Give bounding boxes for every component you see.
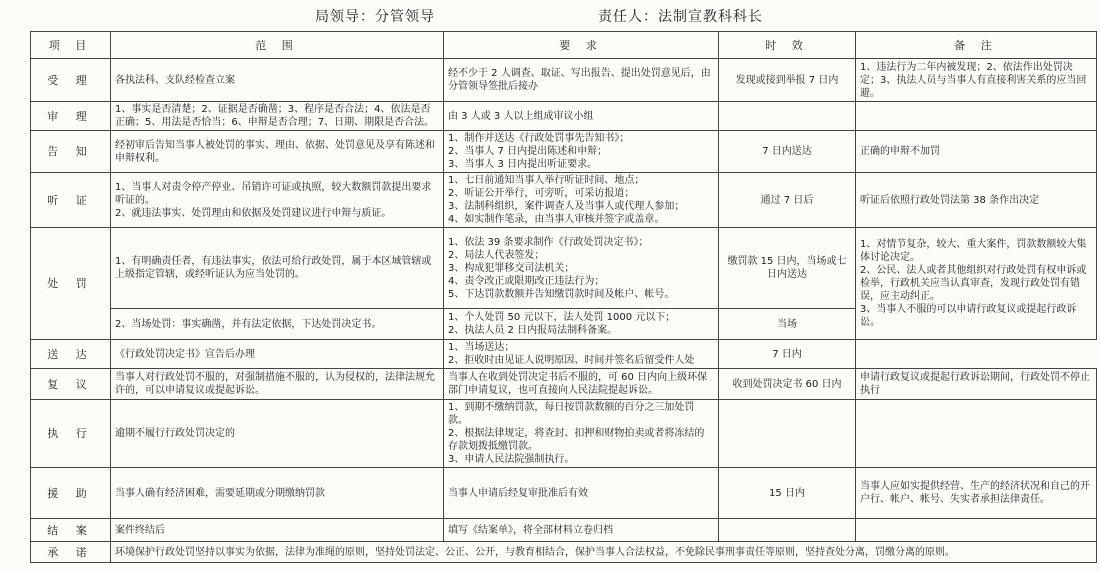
requirement-line: 2、执法人员 2 日内报局法制科备案。 xyxy=(448,325,618,336)
time-cell: 15 日内 xyxy=(719,468,856,519)
row-name: 复 议 xyxy=(31,369,111,400)
requirement-cell: 经不少于 2 人调查、取证、写出报告、提出处罚意见后，由分管领导签批后接办 xyxy=(444,59,719,102)
time-cell: 当场 xyxy=(719,309,856,340)
scope-cell: 2、当场处罚：事实确凿，并有法定依据，下达处罚决定书。 xyxy=(111,309,444,340)
col-header-scope: 范 围 xyxy=(111,32,444,59)
promise-cell: 环境保护行政处罚坚持以事实为依据，法律为准绳的原则，坚持处罚法定、公正、公开，与教育相结合，保护当事人合法权益，不免除民事刑事责任等原则，坚持查处分离，罚缴分离的原则。 xyxy=(111,542,1097,563)
scope-cell xyxy=(111,173,444,228)
remarks-line: 2、公民、法人或者其他组织对行政处罚有权申诉或检举，行政机关应当认真审查，发现行政处罚有错误，应主动纠正。 xyxy=(860,265,1087,302)
row-name: 听 证 xyxy=(31,173,111,228)
requirement-cell xyxy=(444,340,719,369)
row-name: 结 案 xyxy=(31,519,111,542)
time-cell: 缴罚款 15 日内，当场或七日内送达 xyxy=(719,228,856,309)
table-row xyxy=(31,228,1097,309)
row-name: 受 理 xyxy=(31,59,111,102)
requirement-line: 4、如实制作笔录，由当事人审核并签字或盖章。 xyxy=(448,214,665,225)
scope-cell: 1、有明确责任者，有违法事实，依法可给行政处罚，属于本区域管辖或上级指定管辖，或经听证认为应当处罚的。 xyxy=(111,228,444,309)
requirement-cell xyxy=(444,131,719,173)
remarks-cell xyxy=(856,228,1097,340)
remarks-line: 3、当事人不服的可以申请行政复议或提起行政诉讼。 xyxy=(860,304,1077,328)
requirement-line: 2、拒收时由见证人说明原因、时间并签名后留受件人处 xyxy=(448,355,695,366)
scope-cell: 当事人确有经济困难，需要延期或分期缴纳罚款 xyxy=(111,468,444,519)
requirement-line: 3、当事人 3 日内提出听证要求。 xyxy=(448,159,598,170)
remarks-cell: 正确的申辩不加罚 xyxy=(856,131,1097,173)
procedure-table xyxy=(30,31,1097,563)
scope-cell: 当事人对行政处罚不服的，对强制措施不服的，认为侵权的，法律法规允许的，可以申请复议或提起诉讼。 xyxy=(111,369,444,400)
row-name: 执 行 xyxy=(31,400,111,468)
scope-cell: 逾期不履行行政处罚决定的 xyxy=(111,400,444,468)
requirement-line: 2、当事人 7 日内提出陈述和申辩； xyxy=(448,146,608,157)
requirement-line: 2、听证公开举行，可旁听，可采访报道； xyxy=(448,188,635,199)
requirement-cell: 当事人在收到处罚决定书后不服的，可 60 日内向上级环保部门申请复议，也可直接向人民法院提起诉讼。 xyxy=(444,369,719,400)
requirement-cell xyxy=(444,309,719,340)
owner-label: 责任人：法制宣教科科长 xyxy=(598,9,763,25)
remarks-cell xyxy=(856,400,1097,468)
requirement-cell xyxy=(444,228,719,309)
leader-label: 局领导：分管领导 xyxy=(315,9,435,25)
time-cell: 通过 7 日后 xyxy=(719,173,856,228)
requirement-line: 1、到期不缴纳罚款，每日按罚款数额的百分之三加处罚款。 xyxy=(448,402,695,426)
requirement-line: 5、下达罚款数额并告知缴罚款时间及帐户、帐号。 xyxy=(448,288,675,300)
requirement-line: 4、责令改正或限期改正违法行为； xyxy=(448,275,605,287)
scope-cell: 各执法科、支队经检查立案 xyxy=(111,59,444,102)
scope-cell: 1、事实是否清楚；2、证据是否确凿；3、程序是否合法；4、依法是否正确；5、用法是否恰当；6、申辩是否合理；7、日期、期限是否合法。 xyxy=(111,102,444,131)
scope-cell: 《行政处罚决定书》宣告后办理 xyxy=(111,340,444,369)
time-cell: 收到处罚决定书 60 日内 xyxy=(719,369,856,400)
requirement-line: 1、七日前通知当事人举行听证时间、地点； xyxy=(448,175,645,186)
time-cell xyxy=(719,519,856,542)
time-cell: 7 日内 xyxy=(719,340,856,369)
page-header xyxy=(0,4,1100,30)
time-cell: 7 日内送达 xyxy=(719,131,856,173)
requirement-line: 2、根据法律规定，将查封、扣押和财物拍卖或者将冻结的存款划拨抵缴罚款。 xyxy=(448,428,705,452)
col-header-item: 项 目 xyxy=(31,32,111,59)
col-header-requirement: 要 求 xyxy=(444,32,719,59)
requirement-cell xyxy=(444,173,719,228)
requirement-cell: 当事人申请后经复审批准后有效 xyxy=(444,468,719,519)
requirement-line: 1、当场送达； xyxy=(448,342,515,353)
requirement-line: 3、法制科组织，案件调查人及当事人或代理人参加； xyxy=(448,201,685,212)
scope-cell: 案件终结后 xyxy=(111,519,444,542)
requirement-line: 1、依法 39 条要求制作《行政处罚决定书》； xyxy=(448,236,649,248)
requirement-line: 2、局法人代表签发； xyxy=(448,249,545,261)
remarks-cell: 申请行政复议或提起行政诉讼期间，行政处罚不停止执行 xyxy=(856,369,1097,400)
remarks-cell: 1、违法行为二年内被发现；2、依法作出处罚决定；3、执法人员与当事人有直接利害关系的应当回避。 xyxy=(856,59,1097,102)
requirement-cell: 由 3 人或 3 人以上组成审议小组 xyxy=(444,102,719,131)
table-row xyxy=(31,400,1097,468)
table-row xyxy=(31,59,1097,102)
scope-line: 1、当事人对责令停产停业、吊销许可证或执照，较大数额罚款提出要求听证的。 xyxy=(115,181,432,206)
col-header-time-limit: 时 效 xyxy=(719,32,856,59)
table-row xyxy=(31,173,1097,228)
remarks-cell xyxy=(856,519,1097,542)
requirement-line: 3、构成犯罪移交司法机关； xyxy=(448,262,575,274)
table-row xyxy=(31,468,1097,519)
table-row xyxy=(31,369,1097,400)
col-header-remarks: 备 注 xyxy=(856,32,1097,59)
row-name: 审 理 xyxy=(31,102,111,131)
table-row xyxy=(31,102,1097,131)
table-row xyxy=(31,340,1097,369)
requirement-line: 1、制作并送达《行政处罚事先告知书》； xyxy=(448,133,630,144)
row-name: 告 知 xyxy=(31,131,111,173)
time-cell xyxy=(719,400,856,468)
remarks-line: 1、对情节复杂，较大、重大案件，罚款数额较大集体讨论决定。 xyxy=(860,239,1087,263)
table-row xyxy=(31,519,1097,542)
remarks-cell xyxy=(856,102,1097,131)
scope-cell: 经初审后告知当事人被处罚的事实、理由、依据、处罚意见及享有陈述和申辩权利。 xyxy=(111,131,444,173)
row-name: 处 罚 xyxy=(31,228,111,340)
row-name: 援 助 xyxy=(31,468,111,519)
table-row xyxy=(31,542,1097,563)
time-cell: 发现或接到举报 7 日内 xyxy=(719,59,856,102)
time-cell xyxy=(719,102,856,131)
requirement-line: 1、个人处罚 50 元以下，法人处罚 1000 元以下； xyxy=(448,312,676,323)
row-name: 承 诺 xyxy=(31,542,111,563)
remarks-cell: 听证后依照行政处罚法第 38 条作出决定 xyxy=(856,173,1097,228)
requirement-cell xyxy=(444,400,719,468)
row-name: 送 达 xyxy=(31,340,111,369)
requirement-line: 3、申请人民法院强制执行。 xyxy=(448,454,575,465)
scope-line: 2、就违法事实、处罚理由和依据及处罚建议进行申辩与质证。 xyxy=(115,207,392,219)
table-row xyxy=(31,131,1097,173)
remarks-cell: 当事人应如实提供经营、生产的经济状况和自己的开户行、帐户、帐号、失实者承担法律责任。 xyxy=(856,468,1097,519)
requirement-cell: 填写《结案单》，将全部材料立卷归档 xyxy=(444,519,719,542)
table-header-row xyxy=(31,32,1097,59)
